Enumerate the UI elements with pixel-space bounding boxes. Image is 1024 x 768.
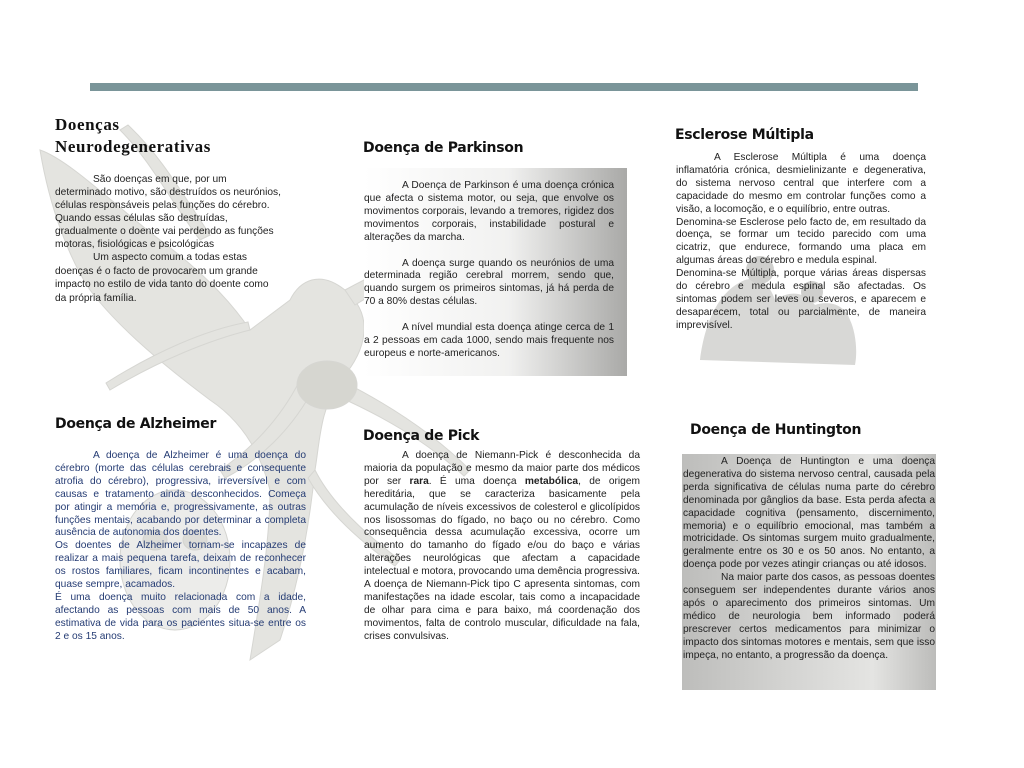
intro-paragraph-1: São doenças em que, por um determinado motivo, são destruídos os neurónios, células responsáveis pelas funções do cérebro. Quando essas células são destruídas, gradualmente o doente vai perdendo as funções motoras, fisiológicas e psicológicas [55,174,281,250]
pick-text-a: A doença de Niemann-Pick é desconhecida da maioria da população e mesmo da maior parte dos médicos por ser [364,450,640,487]
alzheimer-paragraph-2: Os doentes de Alzheimer tornam-se incapazes de realizar a mais pequena tarefa, deixam de reconhecer os rostos familiares, ficam incontinentes e acabam, quase sempre, acamados. [55,540,306,591]
huntington-title: Doença de Huntington [690,422,862,438]
pick-text-rara: rara [409,475,429,487]
alzheimer-text [55,450,306,644]
huntington-text [683,456,935,663]
pick-text [364,450,640,644]
parkinson-paragraph-1: A Doença de Parkinson é uma doença crónica que afecta o sistema motor, ou seja, que envolve os movimentos corporais, levando a tremores, rigidez dos movimentos corporais, instabilidade postural e alterações da marcha. [364,180,614,243]
alzheimer-paragraph-3: É uma doença muito relacionada com a idade, afectando as pessoas com mais de 50 anos. A estimativa de vida para os pacientes situa-se entre os 2 e os 15 anos. [55,591,306,642]
parkinson-paragraph-3: A nível mundial esta doença atinge cerca de 1 a 2 pessoas em cada 1000, sendo mais frequente nos europeus e norte-americanos. [364,322,614,359]
page-title-line1: Doenças [55,115,120,134]
parkinson-paragraph-2: A doença surge quando os neurónios de uma determinada região cerebral morrem, sendo que, quando surgem os primeiros sintomas, já há perda de 70 a 80% destas células. [364,257,614,308]
huntington-paragraph-2: Na maior parte dos casos, as pessoas doentes conseguem ser independentes durante vários anos após o aparecimento dos primeiros sintomas. Um médico de neurologia bem informado poderá prescrever certos medicamentos para minimizar o impacto dos sintomas motores e mentais, sem que isso impeça, no entanto, a progressão da doença. [683,572,935,661]
esclerose-paragraph-2: Denomina-se Esclerose pelo facto de, em resultado da doença, se formar um tecido parecido com uma cicatriz, que endurece, formando uma placa em algumas áreas do cérebro e medula espinal. [676,216,926,267]
page-title-line2: Neurodegenerativas [55,137,211,156]
esclerose-paragraph-1: A Esclerose Múltipla é uma doença inflamatória crónica, desmielinizante e degenerativa, do sistema nervoso central que interfere com a capacidade do mesmo em controlar funções como a visão, a locomoção, e o equilíbrio, entre outras. [676,152,926,215]
pick-text-metabolica: metabólica [524,475,579,487]
pick-title: Doença de Pick [363,428,480,444]
intro-paragraph-2: Um aspecto comum a todas estas doenças é o facto de provocarem um grande impacto no estilo de vida tanto do doente como da própria família. [55,252,269,304]
alzheimer-paragraph-1: A doença de Alzheimer é uma doença do cérebro (morte das células cerebrais e consequente atrofia do cérebro), progressiva, irreversível e com causas e tratamento ainda desconhecidos. Começa por atingir a memória e, progressivamente, as outras funções mentais, acabando por determinar a completa ausência de autonomia dos doentes. [55,450,306,539]
esclerose-title: Esclerose Múltipla [675,127,814,143]
page-title [55,114,211,158]
parkinson-title: Doença de Parkinson [363,140,524,156]
parkinson-text [364,180,614,361]
alzheimer-title: Doença de Alzheimer [55,416,217,432]
esclerose-text [676,152,926,333]
huntington-paragraph-1: A Doença de Huntington e uma doença degenerativa do sistema nervoso central, causada pela perda significativa de células numa parte do cérebro denominada por gânglios da base. Esta perda afecta a capacidade cognitiva (pensamento, discernimento, memoria) e o equilíbrio emocional, mas também a motricidade. Os sintomas surgem muito gradualmente, geralmente entre os 30 e os 50 anos. No entanto, a doença pode por vezes atingir crianças ou até idosos. [683,456,935,571]
pick-paragraph-1 [364,450,640,644]
pick-text-c: . É uma doença [428,475,525,487]
intro-text [55,174,281,305]
esclerose-paragraph-3: Denomina-se Múltipla, porque várias áreas dispersas do cérebro e medula espinal são afectadas. Os sintomas podem ser leves ou severos, e aparecem e desaparecem, total ou parcialmente, de maneira imprevisível. [676,268,926,331]
pick-text-e: , de origem hereditária, que se caracteriza basicamente pela acumulação de níveis excessivos de colesterol e glicolípidos nos lisossomas do fígado, no baço ou no cérebro. Como consequência dessa acumulação excessiva, ocorre um aumento do tamanho do fígado e/ou do baço e várias alterações neurológicas que afectam a capacidade intelectual e motora, provocando uma demência progressiva. A doença de Niemann-Pick tipo C apresenta sintomas, com manifestações na idade escolar, tais como a incapacidade de olhar para cima e para baixo, má coordenação dos movimentos, falta de controlo muscular, dificuldade na fala, crises convulsivas. [364,475,640,642]
